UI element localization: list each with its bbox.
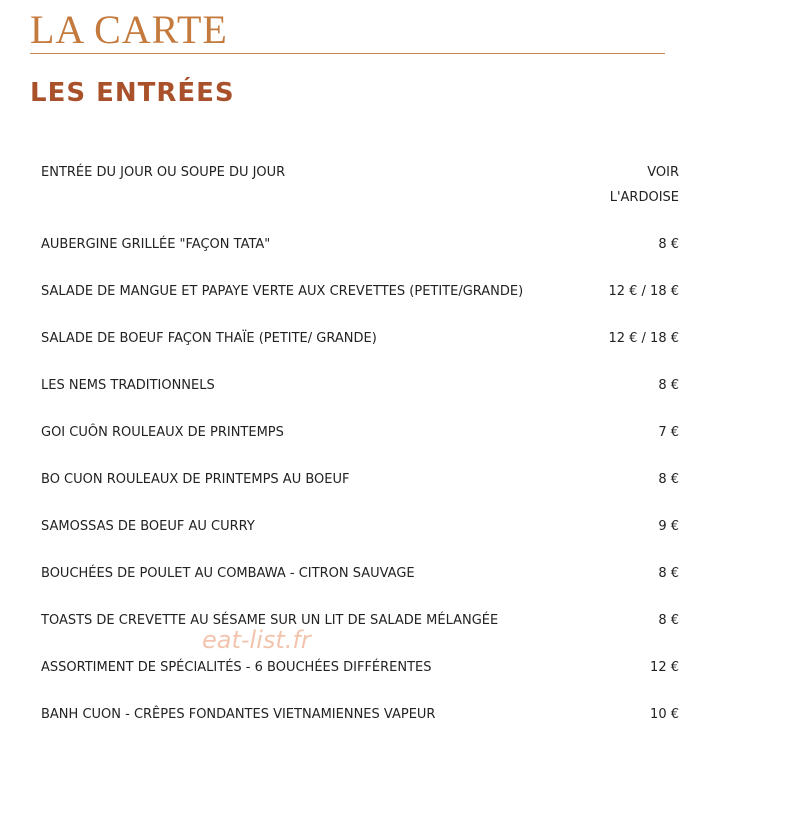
menu-item: [41, 467, 679, 492]
menu-item-name: GOI CUÔN ROULEAUX DE PRINTEMPS: [41, 425, 284, 440]
menu-item-price: 12 € / 18 €: [608, 284, 679, 299]
section-title: LES ENTRÉES: [30, 78, 235, 108]
menu-item-name: AUBERGINE GRILLÉE "FAÇON TATA": [41, 237, 271, 252]
menu-item-name: SALADE DE MANGUE ET PAPAYE VERTE AUX CREVETTES (PETITE/GRANDE): [41, 284, 524, 299]
menu-item-name: SALADE DE BOEUF FAÇON THAÏE (PETITE/ GRANDE): [41, 331, 377, 346]
menu-item: [41, 160, 679, 210]
menu-item: [41, 655, 679, 680]
menu-item-price: 8 €: [658, 378, 679, 393]
menu-item-name: BOUCHÉES DE POULET AU COMBAWA - CITRON SAUVAGE: [41, 566, 415, 581]
menu-item-price: 8 €: [658, 472, 679, 487]
menu-item: [41, 561, 679, 586]
menu-item-price: 8 €: [658, 237, 679, 252]
menu-item-name: BANH CUON - CRÊPES FONDANTES VIETNAMIENNES VAPEUR: [41, 707, 436, 722]
menu-item-name: ENTRÉE DU JOUR OU SOUPE DU JOUR: [41, 165, 286, 180]
menu-item-price: 12 € / 18 €: [608, 331, 679, 346]
menu-item: [41, 420, 679, 445]
menu-item: [41, 373, 679, 398]
menu-item-price-line: VOIR: [647, 165, 679, 180]
menu-item-name: ASSORTIMENT DE SPÉCIALITÉS - 6 BOUCHÉES DIFFÉRENTES: [41, 660, 432, 675]
menu-item-price: 9 €: [658, 519, 679, 534]
menu-item: [41, 702, 679, 727]
title-divider: [30, 53, 665, 54]
menu-list: [41, 160, 679, 749]
menu-item-price: [599, 160, 679, 210]
menu-item-price-line: L'ARDOISE: [609, 190, 679, 205]
menu-item: [41, 608, 679, 633]
menu-item-name: TOASTS DE CREVETTE AU SÉSAME SUR UN LIT DE SALADE MÉLANGÉE: [41, 613, 499, 628]
menu-item-price: 8 €: [658, 566, 679, 581]
menu-item: [41, 232, 679, 257]
menu-item-price: 7 €: [658, 425, 679, 440]
menu-item-name: SAMOSSAS DE BOEUF AU CURRY: [41, 519, 255, 534]
menu-item: [41, 279, 679, 304]
menu-item-price: 12 €: [650, 660, 679, 675]
menu-item: [41, 326, 679, 351]
menu-item-price: 8 €: [658, 613, 679, 628]
menu-item-price: 10 €: [650, 707, 679, 722]
menu-item-name: BO CUON ROULEAUX DE PRINTEMPS AU BOEUF: [41, 472, 350, 487]
watermark: eat-list.fr: [202, 626, 311, 654]
menu-item: [41, 514, 679, 539]
menu-item-name: LES NEMS TRADITIONNELS: [41, 378, 215, 393]
page-title: LA CARTE: [30, 7, 228, 52]
